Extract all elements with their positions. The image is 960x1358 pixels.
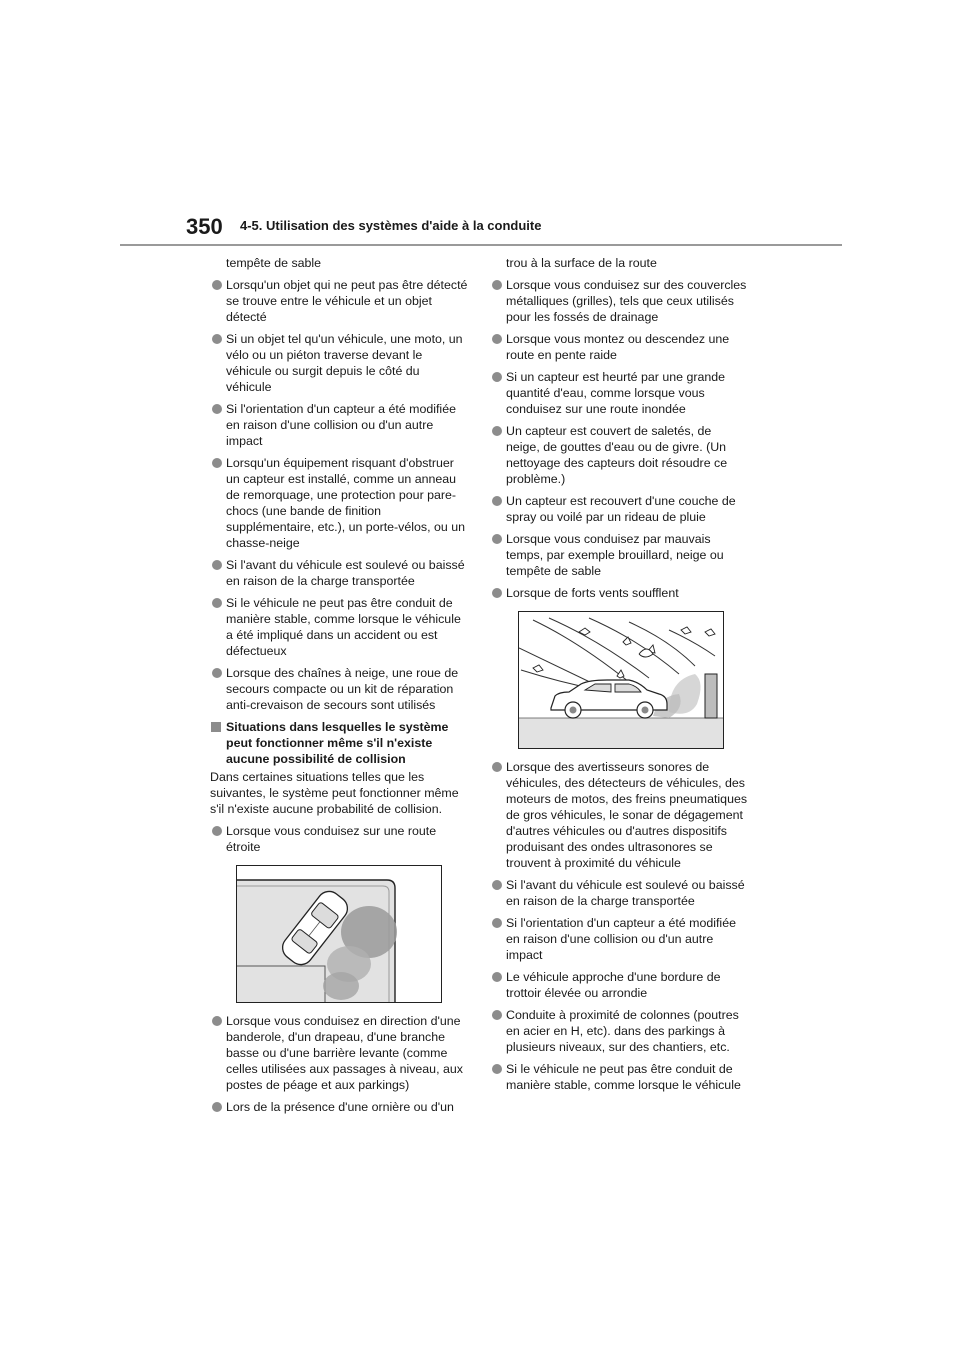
strong-wind-illustration	[518, 611, 724, 749]
list-item: Lorsque de forts vents soufflent	[490, 585, 748, 601]
list-item: Un capteur est recouvert d'une couche de spray ou voilé par un rideau de pluie	[490, 493, 748, 525]
bullet-icon	[492, 762, 502, 772]
list-item: Si le véhicule ne peut pas être conduit de manière stable, comme lorsque le véhicule a été impliqué dans un accident ou est défectueux	[210, 595, 468, 659]
list-item: Lorsqu'un objet qui ne peut pas être détecté se trouve entre le véhicule et un objet détecté	[210, 277, 468, 325]
subheading: Situations dans lesquelles le système peut fonctionner même s'il n'existe aucune possibilité de collision	[210, 719, 468, 767]
bullet-icon	[492, 918, 502, 928]
bullet-icon	[492, 496, 502, 506]
list-item: Le véhicule approche d'une bordure de trottoir élevée ou arrondie	[490, 969, 748, 1001]
page-number: 350	[186, 214, 223, 239]
bullet-icon	[492, 534, 502, 544]
bullet-icon	[492, 588, 502, 598]
bullet-icon	[492, 372, 502, 382]
bullet-icon	[492, 426, 502, 436]
list-item: Lorsque vous montez ou descendez une route en pente raide	[490, 331, 748, 363]
list-item: Si l'avant du véhicule est soulevé ou baissé en raison de la charge transportée	[490, 877, 748, 909]
list-item: Lorsque des chaînes à neige, une roue de secours compacte ou un kit de réparation anti-crevaison de secours sont utilisés	[210, 665, 468, 713]
bullet-icon	[212, 668, 222, 678]
bullet-icon	[212, 458, 222, 468]
list-item: Conduite à proximité de colonnes (poutres en acier en H, etc). dans des parkings à plusieurs niveaux, sur des chantiers, etc.	[490, 1007, 748, 1055]
bullet-icon	[492, 334, 502, 344]
bullet-icon	[212, 598, 222, 608]
list-item: Si le véhicule ne peut pas être conduit de manière stable, comme lorsque le véhicule	[490, 1061, 748, 1093]
car-in-strong-wind-icon	[519, 612, 724, 749]
bullet-icon	[212, 404, 222, 414]
bullet-icon	[492, 1010, 502, 1020]
bullet-icon	[492, 972, 502, 982]
car-on-narrow-road-icon	[237, 866, 442, 1003]
list-item: Si l'orientation d'un capteur a été modifiée en raison d'une collision ou d'un autre impact	[210, 401, 468, 449]
narrow-road-illustration	[236, 865, 442, 1003]
bullet-icon	[212, 1102, 222, 1112]
list-item: Lors de la présence d'une ornière ou d'un	[210, 1099, 468, 1115]
section-title: 4-5. Utilisation des systèmes d'aide à la conduite	[240, 218, 542, 233]
list-item: Lorsque des avertisseurs sonores de véhicules, des détecteurs de véhicules, des moteurs de motos, des freins pneumatiques de gros véhicules, le sonar de dégagement d'autres véhicules ou d'autres dispositifs produisant des ondes ultrasonores se trouvent à proximité du véhicule	[490, 759, 748, 871]
bullet-icon	[212, 280, 222, 290]
bullet-icon	[492, 880, 502, 890]
list-item: Si l'orientation d'un capteur a été modifiée en raison d'une collision ou d'un autre impact	[490, 915, 748, 963]
right-column	[490, 255, 748, 1099]
continuation-text: tempête de sable	[226, 256, 322, 270]
list-item: Lorsqu'un équipement risquant d'obstruer un capteur est installé, comme un anneau de remorquage, une protection pour pare-chocs (une bande de finition supplémentaire, etc.), un porte-vélos, ou un chasse-neige	[210, 455, 468, 551]
list-item: Lorsque vous conduisez sur des couvercles métalliques (grilles), tels que ceux utilisés pour les fossés de drainage	[490, 277, 748, 325]
list-item: Si un capteur est heurté par une grande quantité d'eau, comme lorsque vous conduisez sur une route inondée	[490, 369, 748, 417]
bullet-icon	[212, 334, 222, 344]
paragraph: Dans certaines situations telles que les suivantes, le système peut fonctionner même s'il n'existe aucune probabilité de collision.	[210, 770, 459, 816]
square-bullet-icon	[211, 722, 221, 732]
left-column	[210, 255, 468, 1121]
list-item: Lorsque vous conduisez par mauvais temps, par exemple brouillard, neige ou tempête de sable	[490, 531, 748, 579]
list-item: Lorsque vous conduisez en direction d'une banderole, d'un drapeau, d'une branche basse ou d'une barrière levante (comme celles utilisées aux passages à niveau, aux postes de péage et aux parkings)	[210, 1013, 468, 1093]
list-item: Si un objet tel qu'un véhicule, une moto, un vélo ou un piéton traverse devant le véhicule ou surgit depuis le côté du véhicule	[210, 331, 468, 395]
list-item: Si l'avant du véhicule est soulevé ou baissé en raison de la charge transportée	[210, 557, 468, 589]
continuation-text: trou à la surface de la route	[506, 256, 657, 270]
bullet-icon	[492, 1064, 502, 1074]
bullet-icon	[212, 560, 222, 570]
bullet-icon	[212, 826, 222, 836]
header-divider	[120, 244, 842, 246]
bullet-icon	[212, 1016, 222, 1026]
list-item: Lorsque vous conduisez sur une route étroite	[210, 823, 468, 855]
bullet-icon	[492, 280, 502, 290]
list-item: Un capteur est couvert de saletés, de neige, de gouttes d'eau ou de givre. (Un nettoyage des capteurs doit résoudre ce problème.)	[490, 423, 748, 487]
